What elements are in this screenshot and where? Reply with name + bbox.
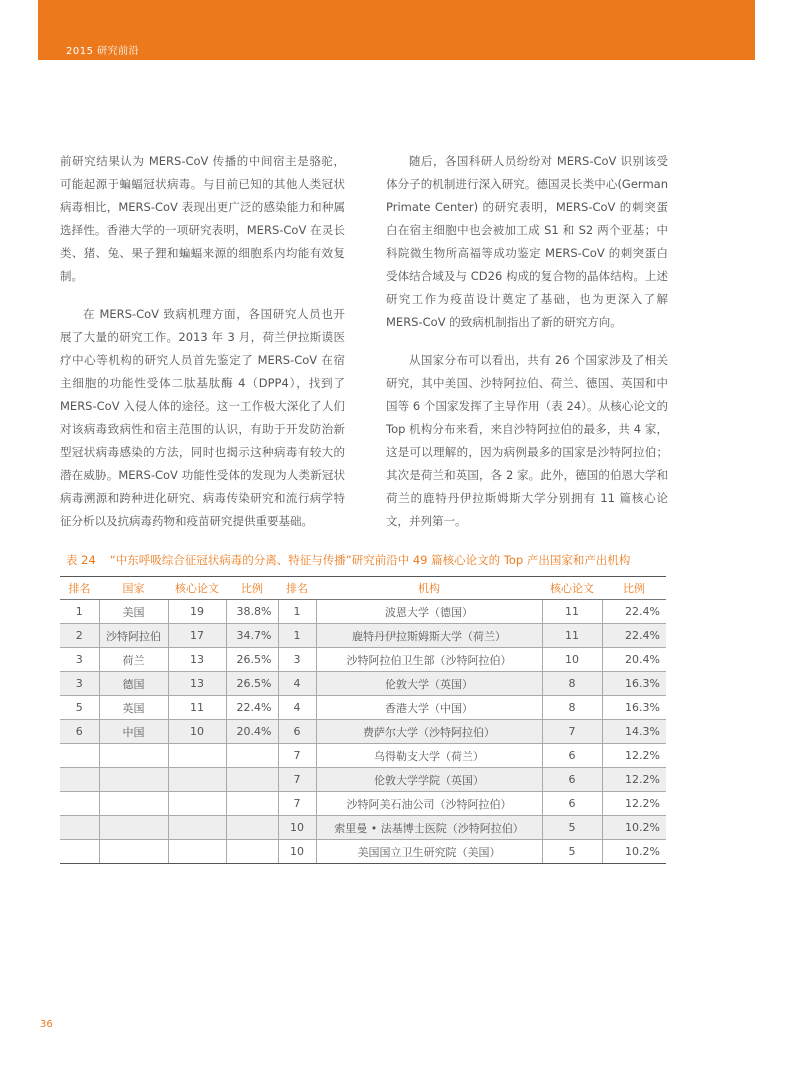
body-paragraph: 前研究结果认为 MERS-CoV 传播的中间宿主是骆驼，可能起源于蝙蝠冠状病毒。与目前已知的其他人类冠状病毒相比，MERS-CoV 表现出更广泛的感染能力和种属选择性。香港大学的一项研究表明，MERS-CoV 在灵长类、猪、兔、果子狸和蝙蝠来源的细胞系内均能有效复制。 bbox=[60, 154, 345, 283]
cell-inst-papers: 8 bbox=[542, 696, 602, 720]
cell-institution: 索里曼 • 法基博士医院（沙特阿拉伯） bbox=[316, 816, 542, 840]
cell-inst-papers: 11 bbox=[542, 600, 602, 624]
cell-inst-share: 16.3% bbox=[602, 696, 666, 720]
cell-inst-rank: 6 bbox=[278, 720, 316, 744]
table-title: “中东呼吸综合征冠状病毒的分离、特征与传播”研究前沿中 49 篇核心论文的 Top 产出国家和产出机构 bbox=[109, 553, 631, 567]
left-text-column bbox=[60, 150, 345, 548]
cell-inst-share: 10.2% bbox=[602, 840, 666, 864]
cell-country bbox=[99, 840, 168, 864]
cell-country-share: 26.5% bbox=[226, 648, 278, 672]
cell-country: 德国 bbox=[99, 672, 168, 696]
cell-institution: 沙特阿美石油公司（沙特阿拉伯） bbox=[316, 792, 542, 816]
cell-inst-rank: 4 bbox=[278, 672, 316, 696]
cell-country bbox=[99, 768, 168, 792]
cell-country-papers bbox=[168, 744, 226, 768]
table-row bbox=[60, 696, 666, 720]
cell-inst-rank: 1 bbox=[278, 624, 316, 648]
cell-institution: 沙特阿拉伯卫生部（沙特阿拉伯） bbox=[316, 648, 542, 672]
cell-country-papers: 13 bbox=[168, 672, 226, 696]
header-rank: 排名 bbox=[278, 577, 316, 600]
cell-inst-papers: 6 bbox=[542, 768, 602, 792]
header-share: 比例 bbox=[602, 577, 666, 600]
cell-country: 沙特阿拉伯 bbox=[99, 624, 168, 648]
cell-institution: 香港大学（中国） bbox=[316, 696, 542, 720]
cell-country-share: 26.5% bbox=[226, 672, 278, 696]
cell-country-rank bbox=[60, 792, 99, 816]
cell-inst-papers: 7 bbox=[542, 720, 602, 744]
cell-country-share bbox=[226, 744, 278, 768]
cell-country: 中国 bbox=[99, 720, 168, 744]
cell-inst-share: 16.3% bbox=[602, 672, 666, 696]
header-institution: 机构 bbox=[316, 577, 542, 600]
cell-country-rank: 5 bbox=[60, 696, 99, 720]
running-header-title: 2015 研究前沿 bbox=[66, 46, 140, 57]
cell-country-share bbox=[226, 768, 278, 792]
table-row bbox=[60, 624, 666, 648]
cell-inst-share: 14.3% bbox=[602, 720, 666, 744]
cell-country-rank bbox=[60, 768, 99, 792]
table-number: 表 24 bbox=[66, 553, 96, 567]
cell-country-share: 34.7% bbox=[226, 624, 278, 648]
cell-inst-rank: 3 bbox=[278, 648, 316, 672]
cell-inst-rank: 7 bbox=[278, 768, 316, 792]
cell-country-rank bbox=[60, 744, 99, 768]
cell-country-papers: 11 bbox=[168, 696, 226, 720]
cell-institution: 费萨尔大学（沙特阿拉伯） bbox=[316, 720, 542, 744]
cell-country-papers: 19 bbox=[168, 600, 226, 624]
table-row bbox=[60, 744, 666, 768]
table-header-row bbox=[60, 577, 666, 600]
cell-country-share: 22.4% bbox=[226, 696, 278, 720]
body-paragraph: 在 MERS-CoV 致病机理方面，各国研究人员也开展了大量的研究工作。2013 年 3 月，荷兰伊拉斯谟医疗中心等机构的研究人员首先鉴定了 MERS-CoV 在宿主细胞的功能性受体二肽基肽酶 4（DPP4），找到了 MERS-CoV 入侵人体的途径。这一工作极大深化了人们对该病毒致病性和宿主范围的认识，有助于开发防治新型冠状病毒感染的方法，同时也揭示这种病毒有较大的潜在威胁。MERS-CoV 功能性受体的发现为人类新冠状病毒溯源和跨种进化研究、病毒传染研究和流行病学特征分析以及抗病毒药物和疫苗研究提供重要基础。 bbox=[60, 307, 345, 528]
table-row bbox=[60, 816, 666, 840]
body-paragraph: 随后，各国科研人员纷纷对 MERS-CoV 识别该受体分子的机制进行深入研究。德国灵长类中心(German Primate Center) 的研究表明，MERS-CoV 的刺突蛋白在宿主细胞中也会被加工成 S1 和 S2 两个亚基；中科院微生物所高福等成功鉴定 MERS-CoV 的刺突蛋白受体结合域及与 CD26 构成的复合物的晶体结构。上述研究工作为疫苗设计奠定了基础，也为更深入了解 MERS-CoV 的致病机制指出了新的研究方向。 bbox=[386, 154, 668, 329]
cell-institution: 美国国立卫生研究院（美国） bbox=[316, 840, 542, 864]
cell-country-papers bbox=[168, 792, 226, 816]
cell-country-papers bbox=[168, 816, 226, 840]
page-number: 36 bbox=[40, 1019, 53, 1030]
header-country: 国家 bbox=[99, 577, 168, 600]
cell-country-share: 20.4% bbox=[226, 720, 278, 744]
cell-institution: 乌得勒支大学（荷兰） bbox=[316, 744, 542, 768]
cell-inst-papers: 10 bbox=[542, 648, 602, 672]
table-caption bbox=[66, 552, 630, 568]
cell-country-rank: 1 bbox=[60, 600, 99, 624]
cell-inst-share: 12.2% bbox=[602, 768, 666, 792]
cell-inst-share: 12.2% bbox=[602, 744, 666, 768]
cell-country-rank: 2 bbox=[60, 624, 99, 648]
cell-inst-share: 10.2% bbox=[602, 816, 666, 840]
cell-inst-share: 22.4% bbox=[602, 624, 666, 648]
cell-inst-papers: 5 bbox=[542, 816, 602, 840]
cell-country bbox=[99, 792, 168, 816]
table-row bbox=[60, 840, 666, 864]
table-row bbox=[60, 720, 666, 744]
cell-country-rank: 3 bbox=[60, 648, 99, 672]
header-share: 比例 bbox=[226, 577, 278, 600]
cell-inst-share: 22.4% bbox=[602, 600, 666, 624]
cell-inst-papers: 6 bbox=[542, 792, 602, 816]
cell-inst-rank: 10 bbox=[278, 816, 316, 840]
cell-institution: 伦敦大学学院（英国） bbox=[316, 768, 542, 792]
cell-institution: 伦敦大学（英国） bbox=[316, 672, 542, 696]
cell-country-share bbox=[226, 840, 278, 864]
cell-country-papers: 10 bbox=[168, 720, 226, 744]
header-core-papers: 核心论文 bbox=[542, 577, 602, 600]
cell-country-share: 38.8% bbox=[226, 600, 278, 624]
cell-country: 美国 bbox=[99, 600, 168, 624]
cell-country-papers: 17 bbox=[168, 624, 226, 648]
cell-country: 英国 bbox=[99, 696, 168, 720]
header-core-papers: 核心论文 bbox=[168, 577, 226, 600]
cell-inst-rank: 7 bbox=[278, 744, 316, 768]
cell-country-rank: 6 bbox=[60, 720, 99, 744]
cell-country-papers bbox=[168, 768, 226, 792]
body-paragraph: 从国家分布可以看出，共有 26 个国家涉及了相关研究，其中美国、沙特阿拉伯、荷兰、德国、英国和中国等 6 个国家发挥了主导作用（表 24）。从核心论文的 Top 机构分布来看，来自沙特阿拉伯的最多，共 4 家，这是可以理解的，因为病例最多的国家是沙特阿拉伯；其次是荷兰和英国，各 2 家。此外，德国的伯恩大学和荷兰的鹿特丹伊拉斯姆斯大学分别拥有 11 篇核心论文，并列第一。 bbox=[386, 353, 668, 528]
cell-institution: 波恩大学（德国） bbox=[316, 600, 542, 624]
cell-country-share bbox=[226, 792, 278, 816]
header-rank: 排名 bbox=[60, 577, 99, 600]
cell-country: 荷兰 bbox=[99, 648, 168, 672]
cell-country-papers bbox=[168, 840, 226, 864]
cell-inst-rank: 1 bbox=[278, 600, 316, 624]
cell-inst-papers: 8 bbox=[542, 672, 602, 696]
cell-country bbox=[99, 744, 168, 768]
cell-inst-rank: 10 bbox=[278, 840, 316, 864]
cell-inst-share: 12.2% bbox=[602, 792, 666, 816]
cell-country-rank bbox=[60, 840, 99, 864]
table-row bbox=[60, 768, 666, 792]
table-row bbox=[60, 600, 666, 624]
cell-institution: 鹿特丹伊拉斯姆斯大学（荷兰） bbox=[316, 624, 542, 648]
table-row bbox=[60, 672, 666, 696]
cell-inst-rank: 7 bbox=[278, 792, 316, 816]
cell-country-rank bbox=[60, 816, 99, 840]
cell-inst-papers: 5 bbox=[542, 840, 602, 864]
cell-country-share bbox=[226, 816, 278, 840]
top-countries-institutions-table bbox=[60, 576, 666, 864]
cell-inst-papers: 6 bbox=[542, 744, 602, 768]
header-band bbox=[38, 0, 755, 60]
cell-inst-rank: 4 bbox=[278, 696, 316, 720]
right-text-column bbox=[386, 150, 668, 548]
cell-inst-papers: 11 bbox=[542, 624, 602, 648]
cell-country bbox=[99, 816, 168, 840]
cell-inst-share: 20.4% bbox=[602, 648, 666, 672]
table-body bbox=[60, 600, 666, 864]
cell-country-rank: 3 bbox=[60, 672, 99, 696]
table-row bbox=[60, 792, 666, 816]
cell-country-papers: 13 bbox=[168, 648, 226, 672]
table-row bbox=[60, 648, 666, 672]
